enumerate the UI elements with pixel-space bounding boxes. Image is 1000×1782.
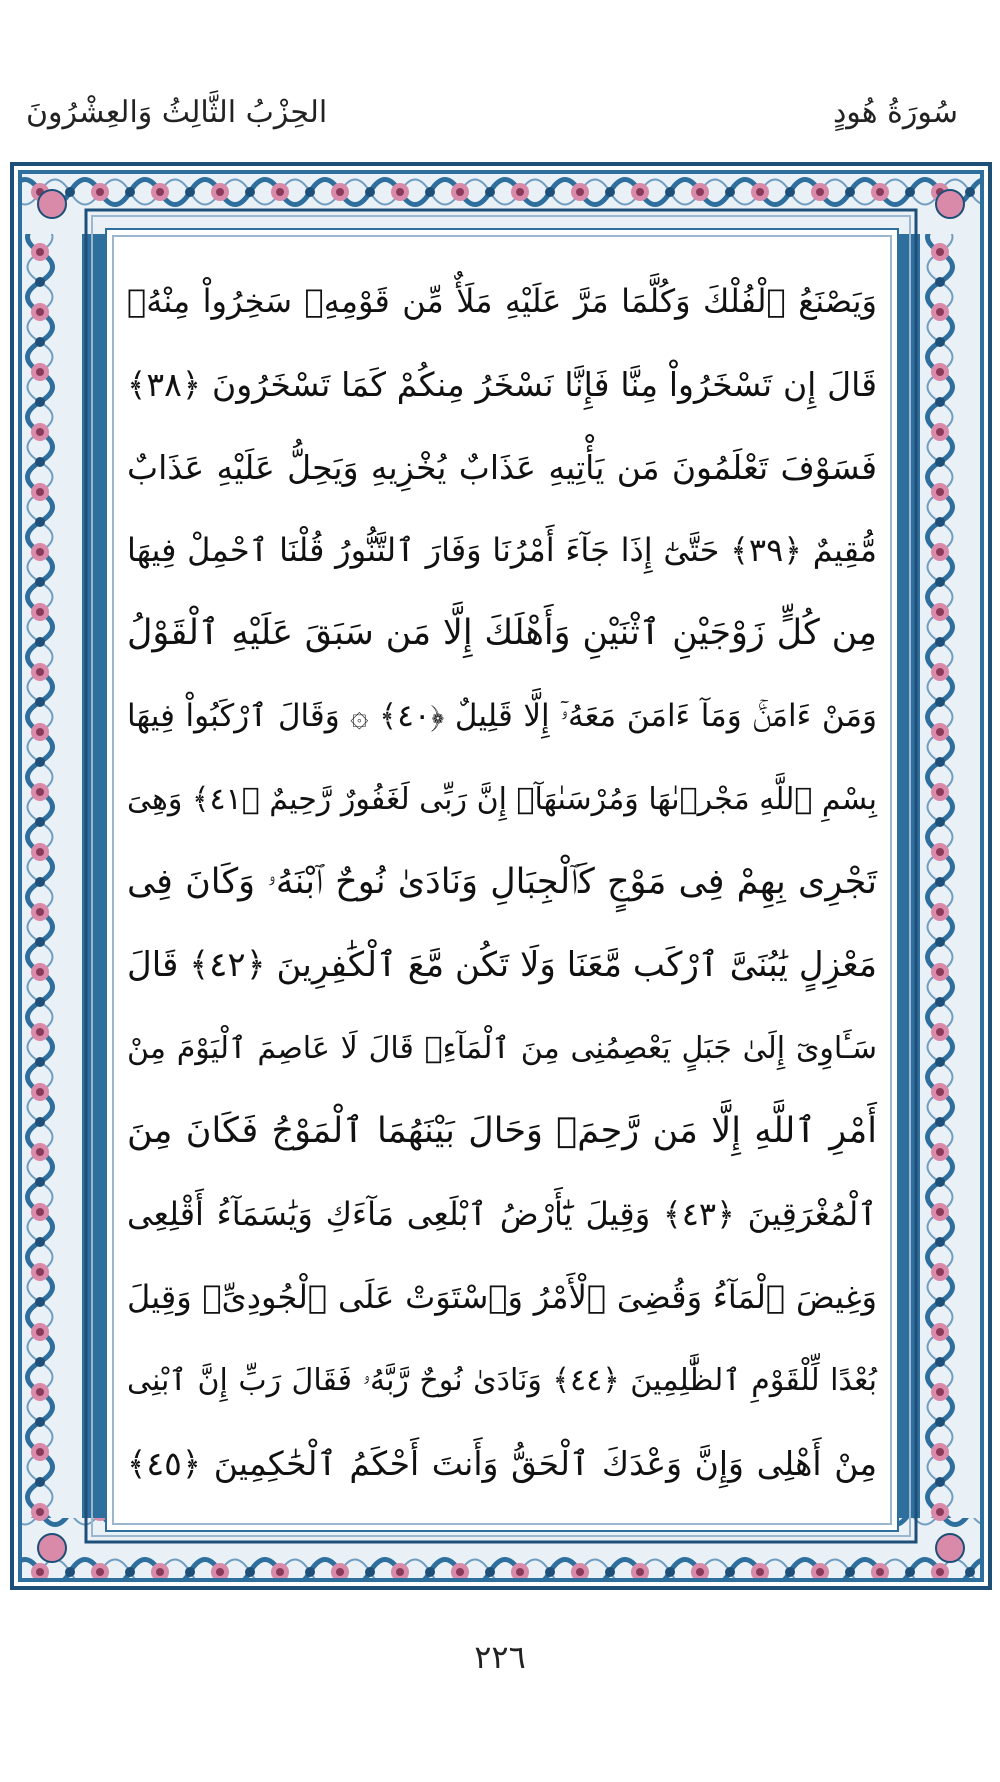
verse-lines: [107, 260, 897, 1505]
verse-line: قَالَ إِن تَسْخَرُواْ مِنَّا فَإِنَّا نَسْخَرُ مِنكُمْ كَمَا تَسْخَرُونَ ﴿٣٨﴾: [127, 365, 877, 404]
verse-line: بُعْدًا لِّلْقَوْمِ ٱلظَّٰلِمِينَ ﴿٤٤﴾ وَنَادَىٰ نُوحٌ رَّبَّهُۥ فَقَالَ رَبِّ إِنَّ ٱبْنِى: [127, 1363, 877, 1398]
verse-line: وَيَصْنَعُ ٱلْفُلْكَ وَكُلَّمَا مَرَّ عَلَيْهِ مَلَأٌ مِّن قَوْمِهِۦ سَخِرُواْ مِنْهُۚ: [127, 282, 877, 320]
hizb-label: الحِزْبُ الثَّالِثُ وَالعِشْرُونَ: [26, 95, 328, 130]
page-number: ٢٢٦: [474, 1638, 526, 1676]
verse-line: أَمْرِ ٱللَّهِ إِلَّا مَن رَّحِمَۚ وَحَالَ بَيْنَهُمَا ٱلْمَوْجُ فَكَانَ مِنَ: [127, 1111, 877, 1151]
page-header: [0, 0, 1000, 150]
verse-line: مِنْ أَهْلِى وَإِنَّ وَعْدَكَ ٱلْحَقُّ وَأَنتَ أَحْكَمُ ٱلْحَٰكِمِينَ ﴿٤٥﴾: [127, 1444, 877, 1483]
verse-line: وَمَنْ ءَامَنَۚ وَمَآ ءَامَنَ مَعَهُۥٓ إِلَّا قَلِيلٌ ﴿٤٠﴾ ۞ وَقَالَ ٱرْكَبُواْ فِيهَا: [127, 698, 877, 734]
verse-line: مُّقِيمٌ ﴿٣٩﴾ حَتَّىٰٓ إِذَا جَآءَ أَمْرُنَا وَفَارَ ٱلتَّنُّورُ قُلْنَا ٱحْمِلْ فِيهَا: [127, 531, 878, 569]
verse-line: سَـَٔاوِىٓ إِلَىٰ جَبَلٍ يَعْصِمُنِى مِنَ ٱلْمَآءِۚ قَالَ لَا عَاصِمَ ٱلْيَوْمَ مِنْ: [127, 1031, 877, 1066]
text-panel: [105, 228, 899, 1532]
verse-line: مَعْزِلٍ يَٰبُنَىَّ ٱرْكَب مَّعَنَا وَلَا تَكُن مَّعَ ٱلْكَٰفِرِينَ ﴿٤٢﴾ قَالَ: [127, 945, 878, 985]
verse-line: تَجْرِى بِهِمْ فِى مَوْجٍ كَٱلْجِبَالِ وَنَادَىٰ نُوحٌ ٱبْنَهُۥ وَكَانَ فِى: [127, 862, 877, 902]
verse-line: ٱلْمُغْرَقِينَ ﴿٤٣﴾ وَقِيلَ يَٰٓأَرْضُ ٱبْلَعِى مَآءَكِ وَيَٰسَمَآءُ أَقْلِعِى: [127, 1195, 878, 1233]
verse-line: بِسْمِ ٱللَّهِ مَجْر۪ىٰهَا وَمُرْسَىٰهَآۚ إِنَّ رَبِّى لَغَفُورٌ رَّحِيمٌ ﴿٤١﴾ وَهِىَ: [127, 782, 877, 817]
verse-line: فَسَوْفَ تَعْلَمُونَ مَن يَأْتِيهِ عَذَابٌ يُخْزِيهِ وَيَحِلُّ عَلَيْهِ عَذَابٌ: [127, 448, 877, 487]
verse-line: مِن كُلٍّ زَوْجَيْنِ ٱثْنَيْنِ وَأَهْلَكَ إِلَّا مَن سَبَقَ عَلَيْهِ ٱلْقَوْلُ: [127, 613, 877, 653]
surah-name: سُورَةُ هُودٍ: [832, 95, 958, 130]
verse-line: وَغِيضَ ٱلْمَآءُ وَقُضِىَ ٱلْأَمْرُ وَٱسْتَوَتْ عَلَى ٱلْجُودِىِّۖ وَقِيلَ: [127, 1278, 877, 1316]
